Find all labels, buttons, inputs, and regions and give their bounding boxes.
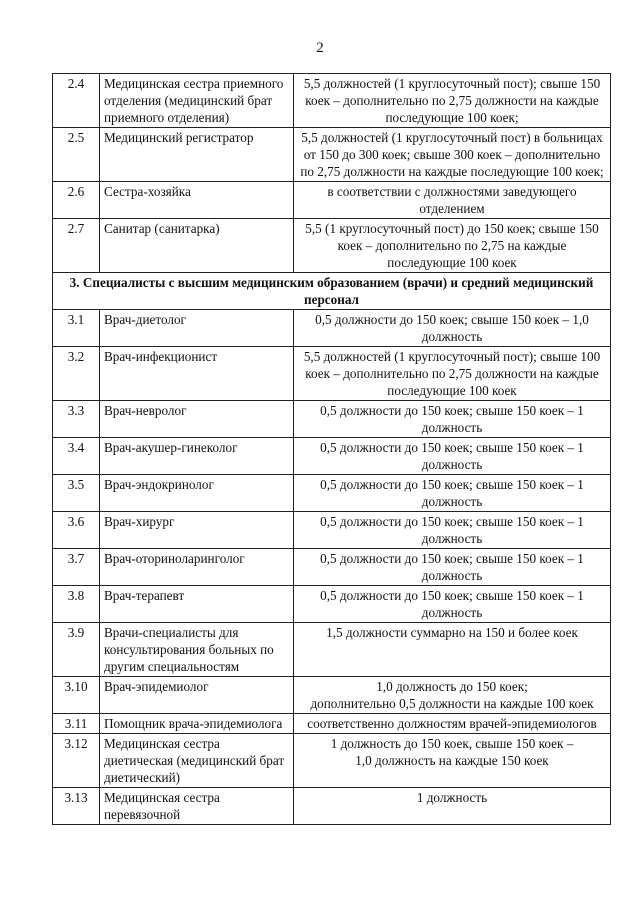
staffing-norm: соответственно должностям врачей-эпидемиологов bbox=[294, 714, 611, 734]
table-row bbox=[53, 128, 611, 182]
position-name: Врач-оториноларинголог bbox=[100, 549, 294, 586]
staffing-norm: 1,0 должность до 150 коек; дополнительно 0,5 должности на каждые 100 коек bbox=[294, 677, 611, 714]
position-name: Санитар (санитарка) bbox=[100, 219, 294, 273]
table-row bbox=[53, 347, 611, 401]
table-row bbox=[53, 586, 611, 623]
position-name: Врач-инфекционист bbox=[100, 347, 294, 401]
row-number: 2.7 bbox=[53, 219, 100, 273]
row-number: 2.5 bbox=[53, 128, 100, 182]
table-row bbox=[53, 734, 611, 788]
row-number: 3.6 bbox=[53, 512, 100, 549]
table-row bbox=[53, 714, 611, 734]
staffing-norm: 0,5 должности до 150 коек; свыше 150 коек – 1 должность bbox=[294, 401, 611, 438]
row-number: 3.5 bbox=[53, 475, 100, 512]
position-name: Врач-акушер-гинеколог bbox=[100, 438, 294, 475]
staffing-norm: 5,5 должностей (1 круглосуточный пост); свыше 150 коек – дополнительно по 2,75 должности на каждые последующие 100 коек; bbox=[294, 74, 611, 128]
row-number: 3.2 bbox=[53, 347, 100, 401]
table-row bbox=[53, 549, 611, 586]
row-number: 3.12 bbox=[53, 734, 100, 788]
position-name: Врач-хирург bbox=[100, 512, 294, 549]
table-row bbox=[53, 219, 611, 273]
row-number: 3.10 bbox=[53, 677, 100, 714]
table-row bbox=[53, 788, 611, 825]
table-row bbox=[53, 677, 611, 714]
row-number: 3.3 bbox=[53, 401, 100, 438]
staffing-norm: 1,5 должности суммарно на 150 и более коек bbox=[294, 623, 611, 677]
staffing-norm: 0,5 должности до 150 коек; свыше 150 коек – 1 должность bbox=[294, 475, 611, 512]
position-name: Сестра-хозяйка bbox=[100, 182, 294, 219]
staffing-norm: в соответствии с должностями заведующего отделением bbox=[294, 182, 611, 219]
page-number: 2 bbox=[316, 40, 324, 56]
position-name: Медицинский регистратор bbox=[100, 128, 294, 182]
table-row bbox=[53, 310, 611, 347]
row-number: 3.13 bbox=[53, 788, 100, 825]
table-row bbox=[53, 438, 611, 475]
position-name: Помощник врача-эпидемиолога bbox=[100, 714, 294, 734]
position-name: Медицинская сестра перевязочной bbox=[100, 788, 294, 825]
position-name: Врач-диетолог bbox=[100, 310, 294, 347]
table-row bbox=[53, 475, 611, 512]
staffing-norm: 0,5 должности до 150 коек; свыше 150 коек – 1 должность bbox=[294, 549, 611, 586]
row-number: 3.8 bbox=[53, 586, 100, 623]
table-row bbox=[53, 401, 611, 438]
staffing-norm: 5,5 должностей (1 круглосуточный пост) в больницах от 150 до 300 коек; свыше 300 коек – дополнительно по 2,75 должности на каждые последующие 100 коек; bbox=[294, 128, 611, 182]
position-name: Врач-эндокринолог bbox=[100, 475, 294, 512]
row-number: 3.9 bbox=[53, 623, 100, 677]
staffing-norm: 0,5 должности до 150 коек; свыше 150 коек – 1 должность bbox=[294, 438, 611, 475]
staffing-norm: 0,5 должности до 150 коек; свыше 150 коек – 1,0 должность bbox=[294, 310, 611, 347]
table-row bbox=[53, 512, 611, 549]
table-row bbox=[53, 74, 611, 128]
row-number: 3.1 bbox=[53, 310, 100, 347]
row-number: 2.6 bbox=[53, 182, 100, 219]
table-row bbox=[53, 623, 611, 677]
position-name: Медицинская сестра приемного отделения (медицинский брат приемного отделения) bbox=[100, 74, 294, 128]
staffing-norm: 5,5 (1 круглосуточный пост) до 150 коек; свыше 150 коек – дополнительно по 2,75 на каждые последующие 100 коек bbox=[294, 219, 611, 273]
section-header-row bbox=[53, 273, 611, 310]
staffing-norm: 0,5 должности до 150 коек; свыше 150 коек – 1 должность bbox=[294, 512, 611, 549]
row-number: 3.7 bbox=[53, 549, 100, 586]
row-number: 3.4 bbox=[53, 438, 100, 475]
staffing-table bbox=[52, 73, 611, 825]
staffing-norm: 0,5 должности до 150 коек; свыше 150 коек – 1 должность bbox=[294, 586, 611, 623]
staffing-norm: 1 должность до 150 коек, свыше 150 коек – 1,0 должность на каждые 150 коек bbox=[294, 734, 611, 788]
row-number: 3.11 bbox=[53, 714, 100, 734]
section-title: 3. Специалисты с высшим медицинским образованием (врачи) и средний медицинский персонал bbox=[53, 273, 611, 310]
table-row bbox=[53, 182, 611, 219]
position-name: Врач-эпидемиолог bbox=[100, 677, 294, 714]
position-name: Врач-невролог bbox=[100, 401, 294, 438]
staffing-norm: 1 должность bbox=[294, 788, 611, 825]
row-number: 2.4 bbox=[53, 74, 100, 128]
staffing-norm: 5,5 должностей (1 круглосуточный пост); свыше 100 коек – дополнительно по 2,75 должности на каждые последующие 100 коек bbox=[294, 347, 611, 401]
position-name: Врачи-специалисты для консультирования больных по другим специальностям bbox=[100, 623, 294, 677]
position-name: Врач-терапевт bbox=[100, 586, 294, 623]
position-name: Медицинская сестра диетическая (медицинский брат диетический) bbox=[100, 734, 294, 788]
